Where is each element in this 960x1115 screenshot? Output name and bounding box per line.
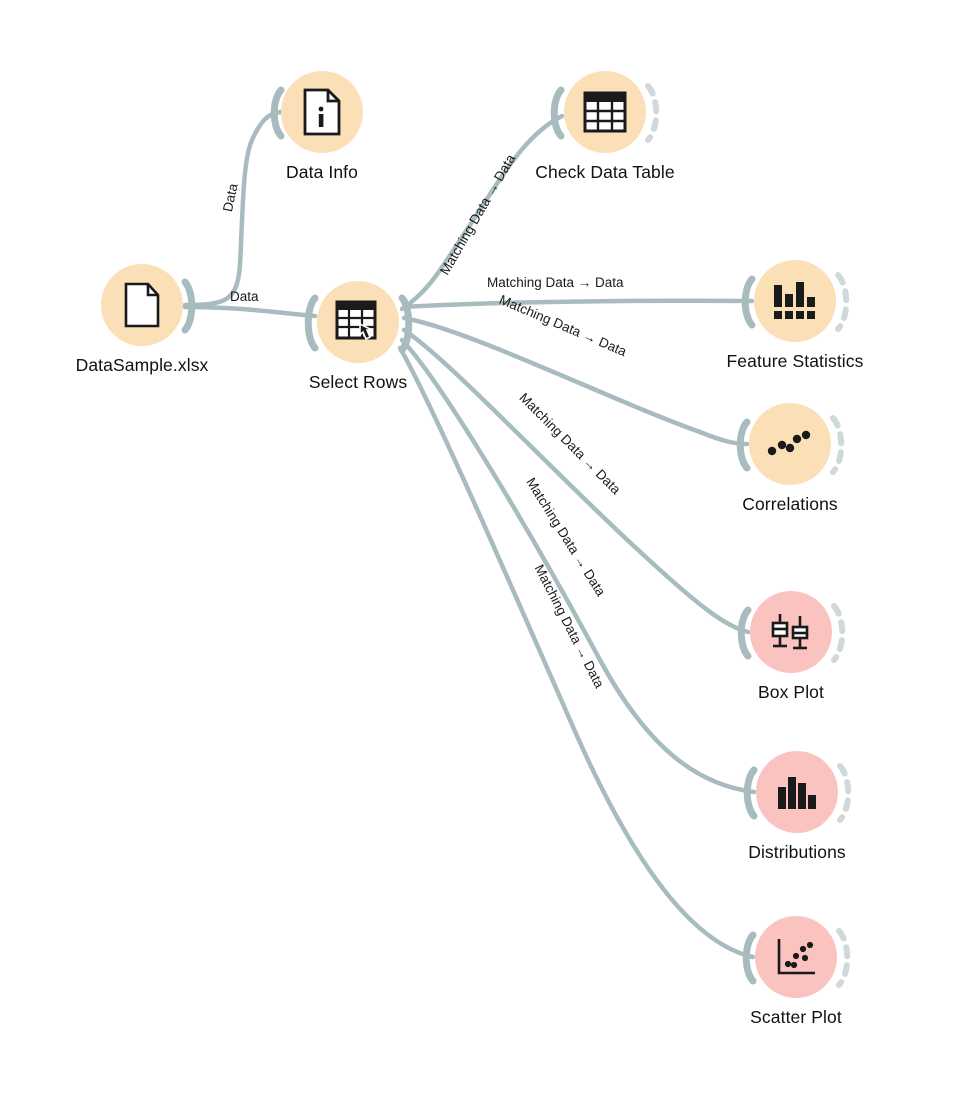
node-body[interactable] (564, 71, 646, 153)
node-body[interactable] (749, 403, 831, 485)
node-label: DataSample.xlsx (75, 355, 209, 375)
wire-label-selectrows-featstats: Matching Data → Data (487, 275, 624, 290)
socket-distrib-out-dashed (840, 766, 848, 820)
node-label: Scatter Plot (750, 1007, 842, 1027)
node-label: Feature Statistics (726, 351, 864, 371)
scatter-plot-icon (774, 936, 818, 978)
socket-featstats-out-dashed (838, 275, 846, 329)
wire-label-selectrows-boxplot: Matching Data → Data (516, 390, 624, 498)
distributions-bars-icon (776, 773, 818, 811)
wire-label-file-datainfo: Data (220, 182, 241, 214)
socket-scatter-out-dashed (839, 931, 847, 985)
wire-label-selectrows-correlations: Matching Data → Data (497, 292, 629, 360)
node-body[interactable] (281, 71, 363, 153)
node-body[interactable] (754, 260, 836, 342)
socket-selectrows-out (402, 298, 409, 350)
node-label: Check Data Table (535, 162, 675, 182)
correlations-dots-icon (767, 429, 813, 459)
socket-checktable-in (554, 90, 561, 136)
socket-checktable-out-dashed (648, 86, 656, 140)
node-body[interactable] (756, 751, 838, 833)
wire-file-to-selectrows (185, 307, 315, 316)
feature-statistics-icon (772, 281, 818, 321)
node-label: Select Rows (308, 372, 408, 392)
node-body[interactable] (755, 916, 837, 998)
node-body[interactable] (317, 281, 399, 363)
socket-selectrows-in (308, 298, 315, 348)
select-rows-icon (334, 299, 382, 345)
wire-label-selectrows-checktable: Matching Data → Data (437, 151, 519, 278)
node-label: Distributions (748, 842, 846, 862)
node-body[interactable] (750, 591, 832, 673)
node-body[interactable] (101, 264, 183, 346)
wire-label-selectrows-distrib: Matching Data → Data (523, 475, 609, 599)
wire-selectrows-to-featstats (404, 301, 752, 307)
wire-label-file-selectrows: Data (230, 289, 259, 304)
node-label: Data Info (286, 162, 358, 182)
info-document-icon (301, 88, 343, 136)
box-plot-icon (768, 610, 814, 654)
socket-correlations-out-dashed (833, 418, 841, 472)
wire-label-selectrows-scatter: Matching Data → Data (531, 562, 607, 691)
data-table-icon (582, 90, 628, 134)
node-label: Correlations (742, 494, 838, 514)
file-document-icon (122, 282, 162, 328)
socket-boxplot-out-dashed (834, 606, 842, 660)
node-label: Box Plot (758, 682, 824, 702)
